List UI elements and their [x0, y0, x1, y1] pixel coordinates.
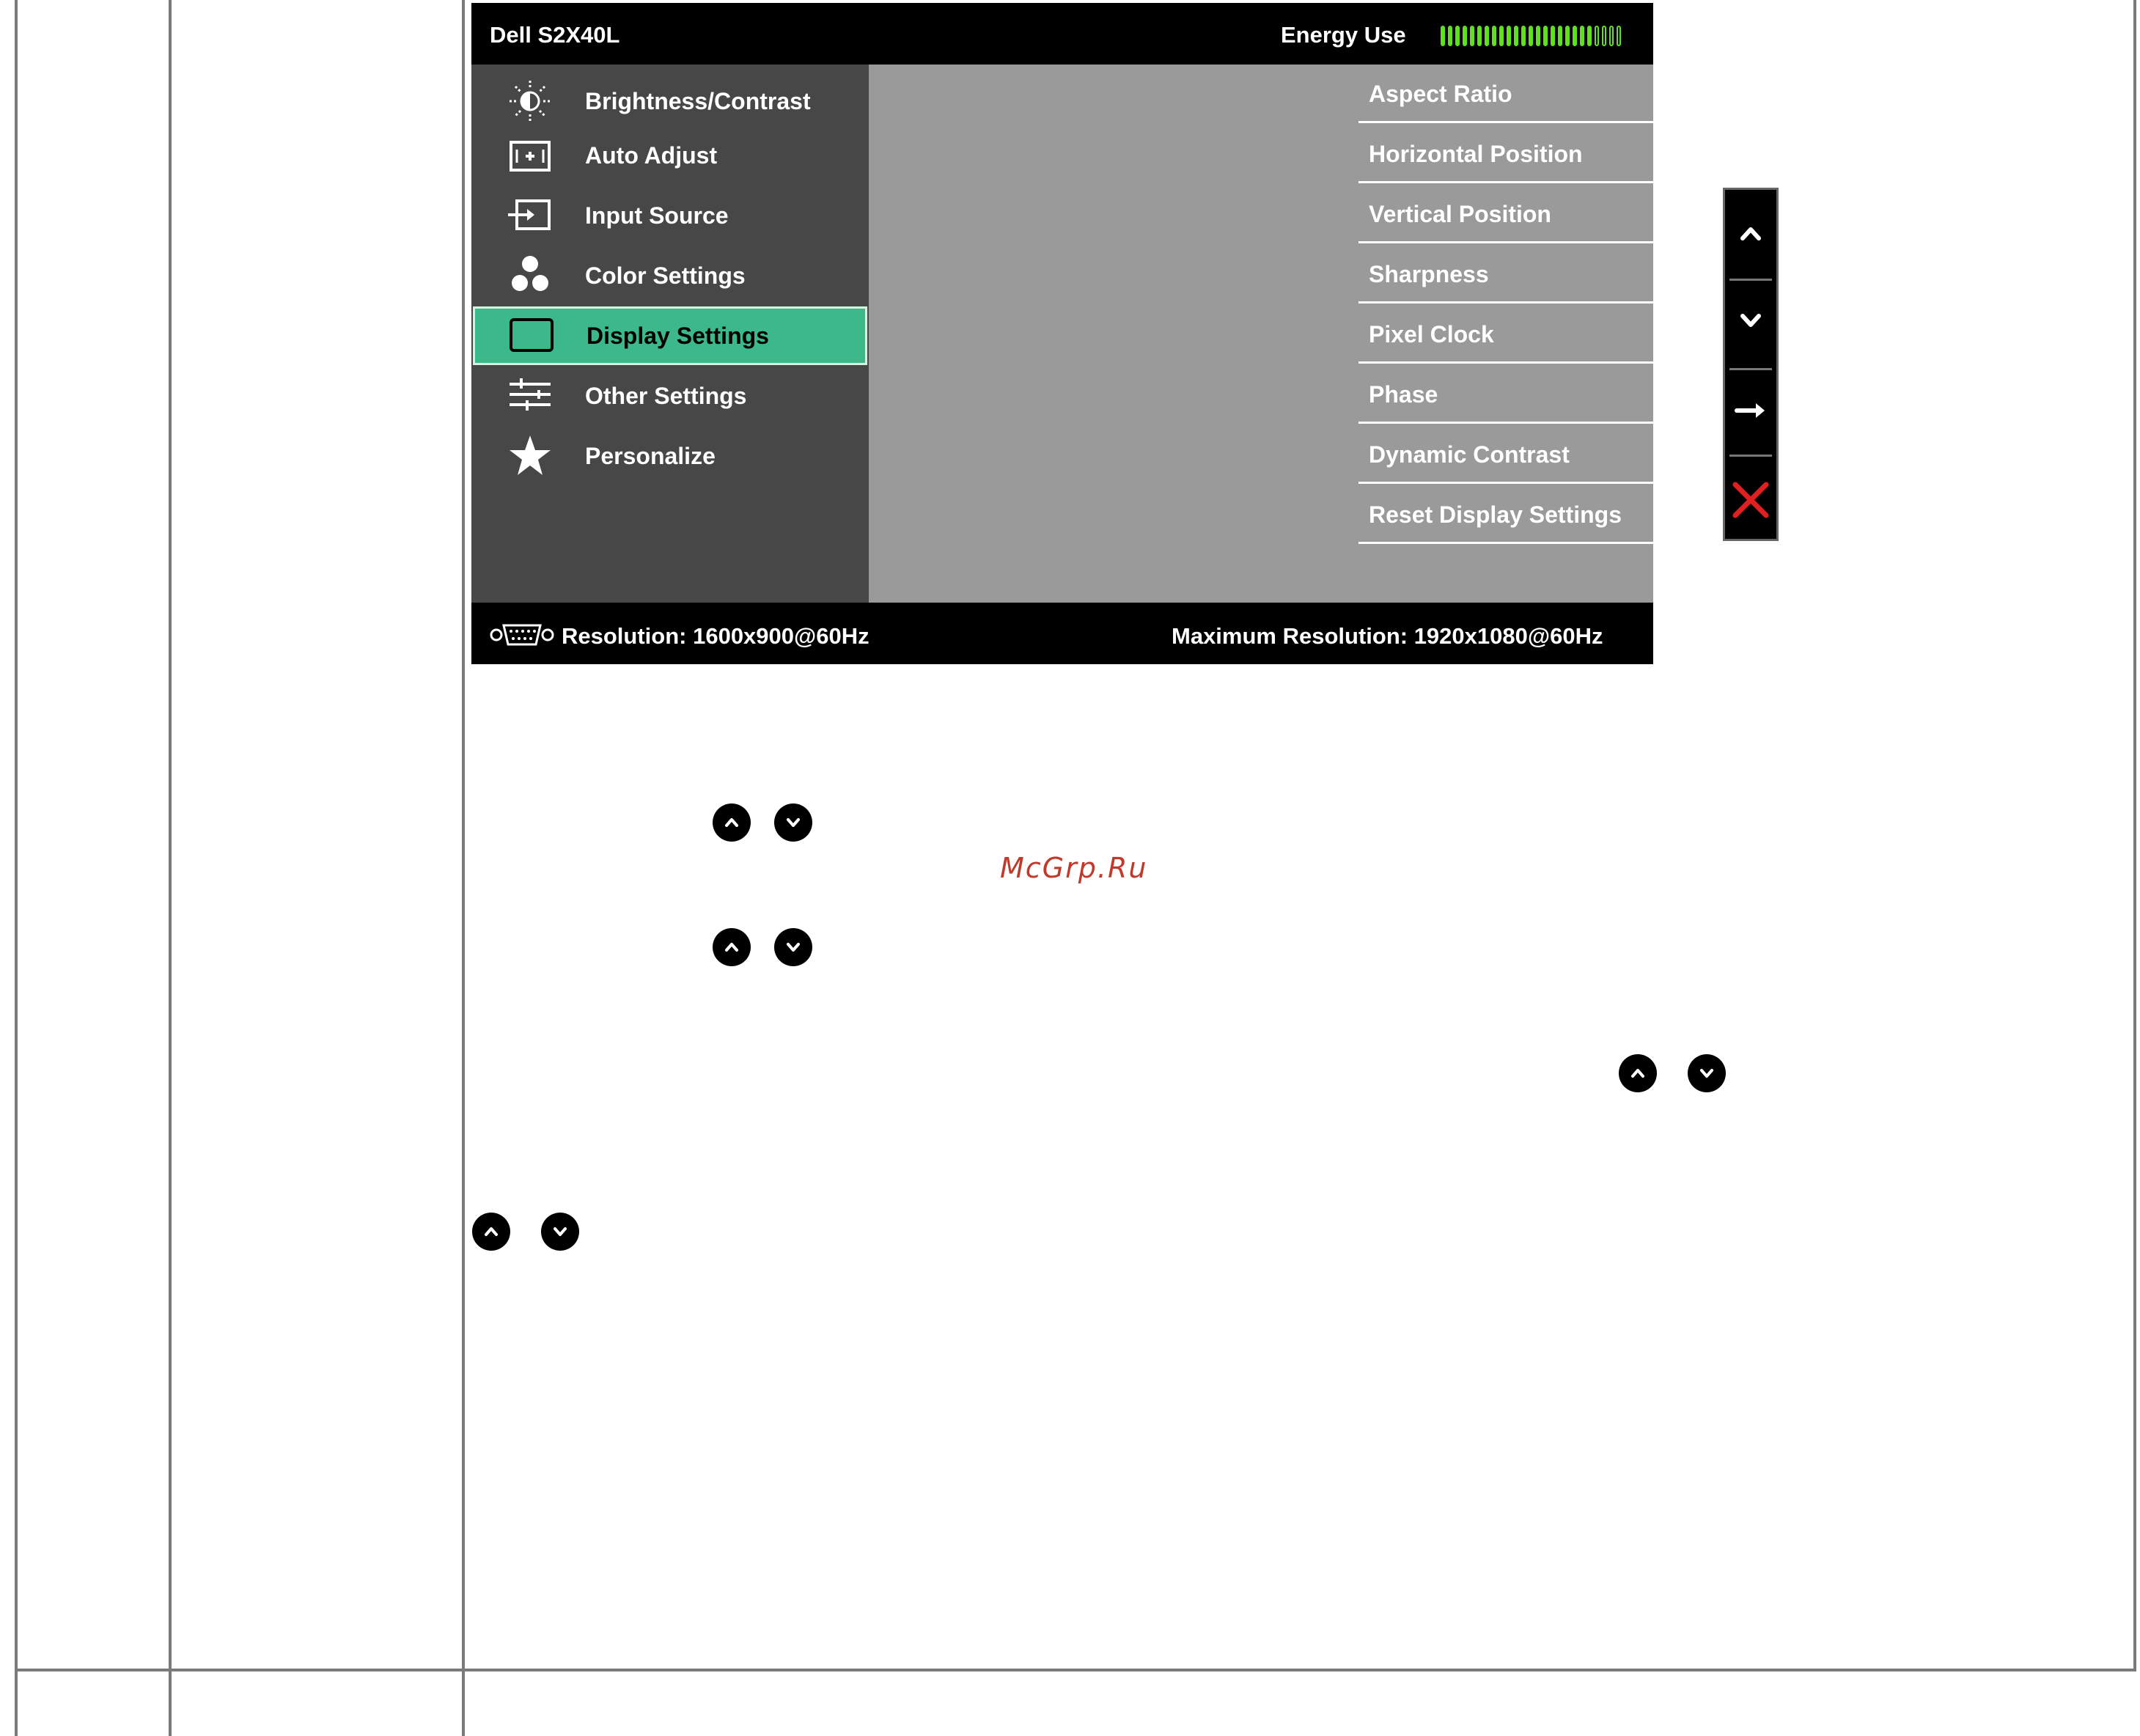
- energy-segment: [1609, 26, 1614, 46]
- energy-segment: [1558, 26, 1562, 46]
- down-arrow-icon: [1688, 1054, 1726, 1092]
- menu-item-label: Color Settings: [585, 262, 746, 289]
- row-divider: [1358, 542, 2109, 544]
- setting-label: Dynamic Contrast: [1369, 441, 1570, 468]
- up-arrow-icon: [472, 1213, 510, 1251]
- energy-segment: [1595, 26, 1599, 46]
- menu-item-other-settings[interactable]: [471, 367, 869, 425]
- up-round-button: [1619, 1054, 1657, 1092]
- energy-segment: [1580, 26, 1584, 46]
- setting-label: Aspect Ratio: [1369, 81, 1512, 107]
- up-arrow-icon: [713, 928, 751, 966]
- menu-item-label: Other Settings: [585, 383, 747, 409]
- energy-segment: [1551, 26, 1555, 46]
- nav-exit-button[interactable]: [1725, 457, 1776, 539]
- down-arrow-icon: [774, 803, 812, 842]
- brightness-icon: [508, 79, 552, 123]
- row-divider: [1358, 181, 2109, 183]
- star-icon: [508, 434, 552, 478]
- setting-row[interactable]: [1358, 125, 2109, 183]
- energy-segment: [1587, 26, 1592, 46]
- play-arrow-icon: [1702, 261, 1716, 284]
- nav-enter-button[interactable]: [1725, 370, 1776, 457]
- down-round-button: [541, 1213, 579, 1251]
- setting-label: Pixel Clock: [1369, 321, 1494, 347]
- energy-segment: [1507, 26, 1511, 46]
- menu-item-label: Display Settings: [587, 323, 769, 349]
- setting-row[interactable]: [1358, 65, 2109, 123]
- energy-segment: [1529, 26, 1533, 46]
- energy-segment: [1455, 26, 1460, 46]
- table-border-right: [2133, 0, 2136, 1671]
- nav-up-button[interactable]: [1725, 190, 1776, 276]
- energy-segment: [1565, 26, 1570, 46]
- energy-use-meter: [1441, 26, 1621, 46]
- menu-item-personalize[interactable]: [471, 427, 869, 485]
- energy-segment: [1477, 26, 1482, 46]
- osd-title: Dell S2X40L: [490, 22, 620, 48]
- play-arrow-icon: [1702, 201, 1716, 224]
- menu-item-color-settings[interactable]: [471, 246, 869, 305]
- color-settings-icon: [508, 254, 552, 298]
- menu-item-label: Auto Adjust: [585, 142, 718, 169]
- setting-label: Vertical Position: [1369, 201, 1551, 227]
- energy-segment: [1441, 26, 1445, 46]
- max-resolution-text: Maximum Resolution: 1920x1080@60Hz: [1172, 623, 1603, 649]
- table-border-left: [15, 0, 18, 1736]
- setting-label: Reset Display Settings: [1369, 501, 1622, 528]
- table-border-col1: [169, 0, 172, 1736]
- row-divider: [1358, 121, 2109, 123]
- close-x-icon: [1725, 457, 1776, 539]
- energy-segment: [1521, 26, 1526, 46]
- play-arrow-icon: [1702, 381, 1716, 405]
- setting-label: Phase: [1369, 381, 1438, 408]
- energy-segment: [1499, 26, 1504, 46]
- setting-value: Wide 16:9: [1736, 81, 1846, 107]
- setting-label: Sharpness: [1369, 261, 1489, 287]
- table-border-col2: [462, 0, 465, 1736]
- menu-item-display-settings[interactable]: [473, 306, 867, 365]
- down-arrow-icon: [1725, 281, 1776, 367]
- energy-segment: [1602, 26, 1606, 46]
- up-round-button: [713, 928, 751, 966]
- resolution-text: Resolution: 1600x900@60Hz: [562, 623, 869, 649]
- energy-segment: [1492, 26, 1496, 46]
- down-arrow-icon: [774, 928, 812, 966]
- menu-item-label: Personalize: [585, 443, 716, 469]
- energy-segment: [1514, 26, 1518, 46]
- play-arrow-icon: [1702, 81, 1716, 104]
- up-arrow-icon: [713, 803, 751, 842]
- play-arrow-icon: [1702, 441, 1716, 465]
- energy-segment: [1543, 26, 1548, 46]
- osd-menu: [471, 3, 1846, 664]
- setting-value: 50: [1736, 141, 1762, 167]
- energy-segment: [1448, 26, 1452, 46]
- play-arrow-icon: [1702, 141, 1716, 164]
- energy-segment: [1573, 26, 1577, 46]
- osd-menu-list: [471, 65, 869, 603]
- down-arrow-icon: [541, 1213, 579, 1251]
- down-round-button: [1688, 1054, 1726, 1092]
- setting-label: Horizontal Position: [1369, 141, 1583, 167]
- energy-segment: [1617, 26, 1621, 46]
- menu-item-auto-adjust[interactable]: [471, 126, 869, 185]
- energy-segment: [1463, 26, 1467, 46]
- play-arrow-icon: [1702, 321, 1716, 345]
- osd-nav-panel: [1723, 188, 1779, 541]
- up-round-button: [472, 1213, 510, 1251]
- vga-connector-icon: [489, 622, 555, 647]
- input-source-icon: [508, 194, 552, 238]
- energy-segment: [1470, 26, 1474, 46]
- up-arrow-icon: [1725, 190, 1776, 276]
- up-round-button: [713, 803, 751, 842]
- down-round-button: [774, 803, 812, 842]
- up-arrow-icon: [1619, 1054, 1657, 1092]
- down-round-button: [774, 928, 812, 966]
- menu-item-input-source[interactable]: [471, 186, 869, 245]
- auto-adjust-icon: [508, 133, 552, 177]
- other-settings-icon: [508, 374, 552, 418]
- display-settings-icon: [510, 314, 554, 358]
- energy-use-label: Energy Use: [1281, 22, 1406, 48]
- menu-item-brightness-contrast[interactable]: [471, 72, 869, 130]
- right-arrow-icon: [1725, 370, 1776, 457]
- osd-footer: [471, 603, 1653, 664]
- watermark-text: McGrp.Ru: [1000, 852, 1148, 884]
- energy-segment: [1485, 26, 1489, 46]
- nav-down-button[interactable]: [1725, 281, 1776, 367]
- energy-segment: [1536, 26, 1540, 46]
- menu-item-label: Input Source: [585, 202, 729, 229]
- osd-header: [471, 3, 1653, 65]
- menu-item-label: Brightness/Contrast: [585, 88, 811, 114]
- table-row-divider: [15, 1669, 2136, 1671]
